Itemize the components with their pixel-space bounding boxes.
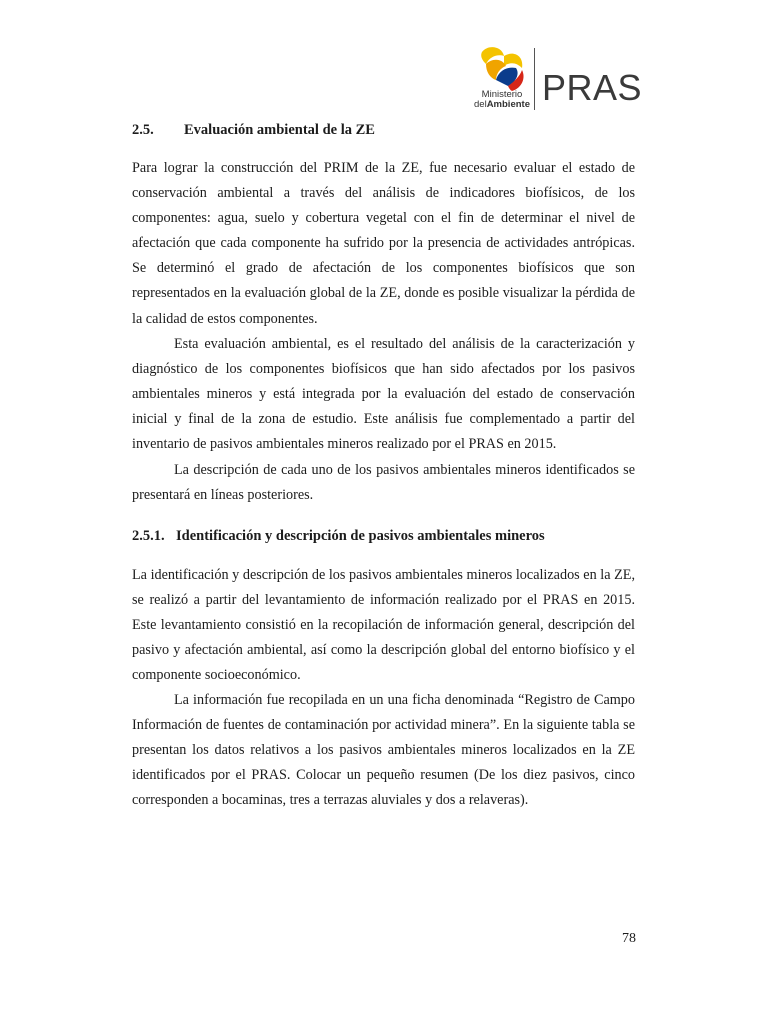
section-heading-2-5 [132,121,375,139]
section-title: Evaluación ambiental de la ZE [184,122,375,138]
paragraph: Para lograr la construcción del PRIM de la ZE, fue necesario evaluar el estado de conservación ambiental a través del análisis de indicadores biofísicos, de los componentes: agua, suelo y cobertura vegetal con el fin de determinar el nivel de afectación que cada componente ha sufrido por la presencia de actividades antrópicas. Se determinó el grado de afectación de los componentes biofísicos que son representados en la evaluación global de la ZE, donde es posible visualizar la pérdida de la calidad de estos componentes. [132,160,635,327]
logo-brand-pras: PRAS [542,67,643,108]
section-title: Identificación y descripción de pasivos ambientales mineros [176,528,545,544]
paragraph: La información fue recopilada en un una ficha denominada “Registro de Campo Información de fuentes de contaminación por actividad minera”. En la siguiente tabla se presentan los datos relativos a los pasivos ambientales mineros localizados en la ZE identificados por el PRAS. Colocar un pequeño resumen (De los diez pasivos, cinco corresponden a bocaminas, tres a terrazas aluviales y dos a relaveras). [132,692,635,809]
logo-divider [534,48,535,110]
page-number: 78 [622,931,636,946]
logo-ministerio-text: Ministerio delAmbiente [474,89,530,110]
section-heading-2-5-1 [132,527,545,545]
section-number: 2.5. [132,122,154,138]
ministerio-pras-logo [464,44,643,114]
paragraph: La descripción de cada uno de los pasivos ambientales mineros identificados se presentará en líneas posteriores. [132,462,635,504]
paragraph: La identificación y descripción de los pasivos ambientales mineros localizados en la ZE, se realizó a partir del levantamiento de información realizado por el PRAS en 2015. Este levantamiento consistió en la recopilación de información general, descripción del pasivo y afectación ambiental, así como la descripción global del entorno biofísico y el componente socioeconómico. [132,567,635,684]
section-number: 2.5.1. [132,528,165,544]
paragraph: Esta evaluación ambiental, es el resultado del análisis de la caracterización y diagnóstico de los componentes biofísicos que han sido afectados por los pasivos ambientales mineros y está integrada por la evaluación del estado de conservación inicial y final de la zona de estudio. Este análisis fue complementado a partir del inventario de pasivos ambientales mineros realizado por el PRAS en 2015. [132,336,635,453]
ministerio-emblem-icon [474,46,526,92]
